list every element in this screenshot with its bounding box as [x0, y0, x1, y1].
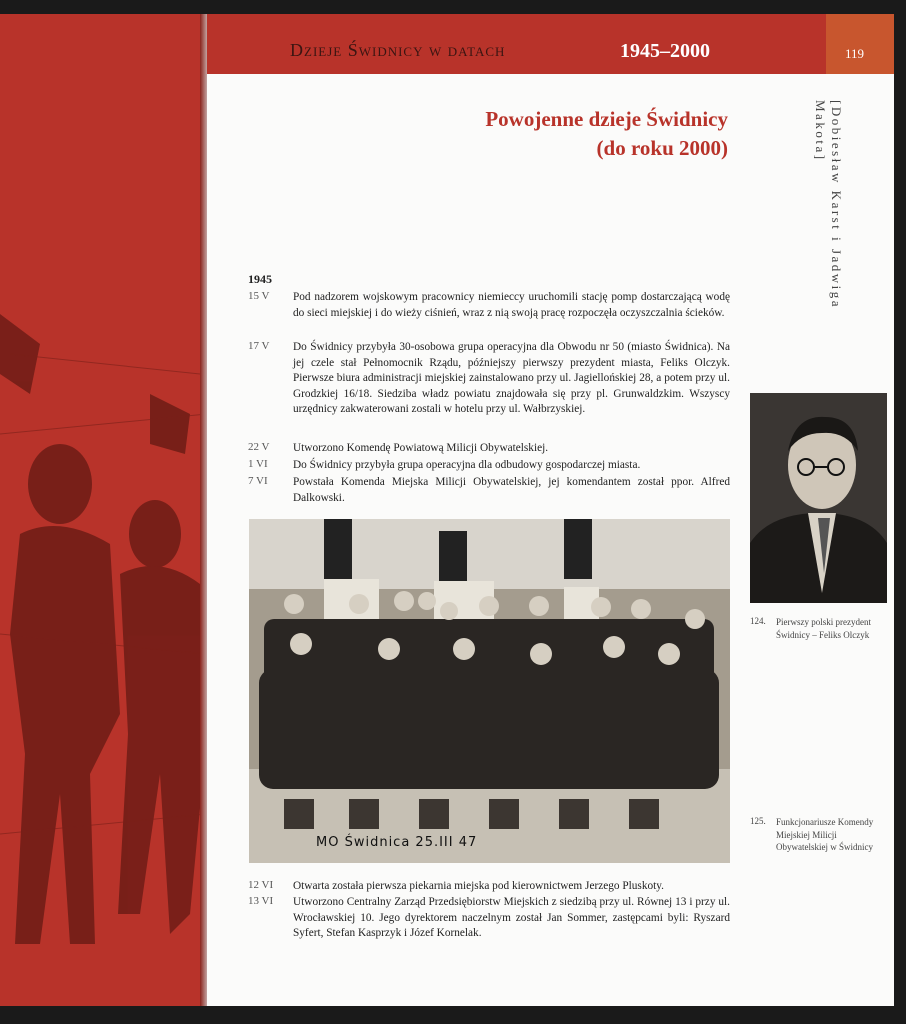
section-title-line2: (do roku 2000): [596, 136, 728, 160]
entry-date: 22 V: [248, 441, 270, 453]
entry-date: 12 VI: [248, 879, 274, 891]
entry-text: Do Świdnicy przybyła 30-osobowa grupa operacyjna dla Obwodu nr 50 (miasto Świdnica). Na jej czele stał Pełnomocnik Rządu, późniejszy pierwszy prezydent miasta, Feliks Olczyk. Pierwsze biura administracji miejskiej zainstalowano przy ul. Jagiellońskiej 28, a potem przy ul. Grodzkiej 16/18. Siedziba władz powiatu znajdowała się przy pl. Grunwaldzkim. Wszyscy urzędnicy zakwaterowani zostali w hotelu przy ul. Wałbrzyskiej.: [293, 341, 730, 416]
photo-inscription: MO Świdnica 25.III 47: [316, 835, 478, 850]
group-photo-illustration: [249, 519, 730, 863]
entry-text: Powstała Komenda Miejska Milicji Obywatelskiej, jej komendantem został ppor. Alfred Dalkowski.: [293, 476, 730, 504]
section-title: [420, 105, 728, 163]
caption-text: Pierwszy polski prezydent Świdnicy – Feliks Olczyk: [776, 617, 871, 640]
page-number: 119: [845, 46, 865, 61]
section-title-line1: Powojenne dzieje Świdnicy: [485, 107, 728, 131]
left-decorative-page: [0, 14, 207, 1006]
caption-number: 124.: [750, 616, 766, 626]
entry-text: Do Świdnicy przybyła grupa operacyjna dla odbudowy gospodarczej miasta.: [293, 459, 641, 471]
year-heading: 1945: [248, 272, 272, 286]
author-credit: [812, 100, 844, 370]
caption-number: 125.: [750, 816, 766, 826]
sketch-illustration: [0, 14, 207, 1006]
entry-date: 13 VI: [248, 895, 274, 907]
portrait-photo: [750, 393, 887, 603]
entry-date: 15 V: [248, 290, 270, 302]
caption-text: Funkcjonariusze Komendy Miejskiej Milicji Obywatelskiej w Świdnicy: [776, 817, 874, 852]
entry-date: 7 VI: [248, 475, 268, 487]
entry-date: 17 V: [248, 340, 270, 352]
entry-text: Utworzono Centralny Zarząd Przedsiębiorstw Miejskich z siedzibą przy ul. Równej 13 i przy ul. Wrocławskiej 10. Jego dyrektorem naczelnym został Jan Sommer, zastępcami byli: Ryszard Syfert, Stefan Kasprzyk i Józef Kornelak.: [293, 896, 730, 940]
portrait-illustration: [750, 393, 887, 603]
entry-text: Otwarta została pierwsza piekarnia miejska pod kierownictwem Jerzego Pluskoty.: [293, 880, 665, 892]
running-header-title: Dzieje Świdnicy w datach: [290, 40, 506, 60]
running-header-years: 1945–2000: [620, 40, 710, 62]
author-text: [Dobiesław Karst i Jadwiga Makota]: [813, 100, 844, 310]
page-number-box: [826, 14, 894, 74]
entry-date: 1 VI: [248, 458, 268, 470]
entry-text: Utworzono Komendę Powiatową Milicji Obywatelskiej.: [293, 442, 549, 454]
group-photo: [249, 519, 730, 863]
entry-text: Pod nadzorem wojskowym pracownicy niemieccy uruchomili stację pomp dostarczającą wodę do sieci miejskiej i do wieży ciśnień, wraz z nią swoją pracę rozpoczęła oczyszczalnia ścieków.: [293, 291, 730, 319]
